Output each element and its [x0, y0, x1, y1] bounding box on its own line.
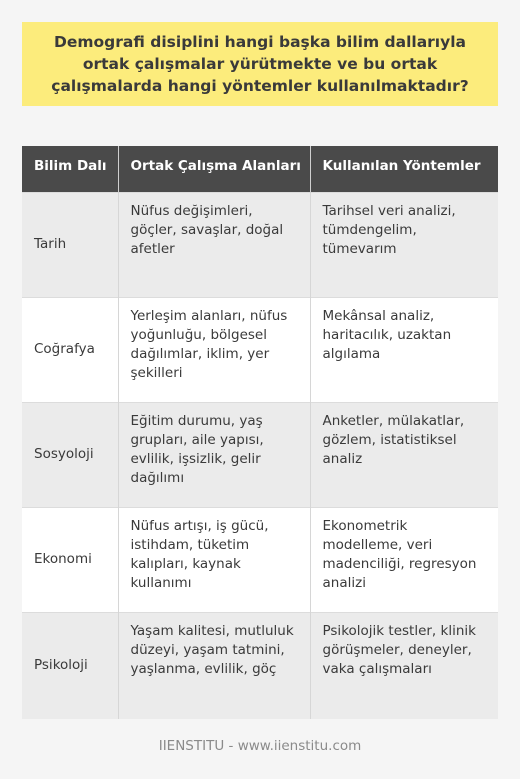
table-header-row	[22, 146, 498, 192]
table-row	[22, 297, 498, 402]
field-name-cell: Psikoloji	[22, 612, 118, 719]
table-row	[22, 507, 498, 612]
footer-credit: IIENSTITU - www.iienstitu.com	[158, 738, 362, 754]
areas-cell: Yaşam kalitesi, mutluluk düzeyi, yaşam tatmini, yaşlanma, evlilik, göç	[118, 612, 310, 719]
question-banner	[22, 22, 498, 106]
question-title: Demografi disiplini hangi başka bilim dallarıyla ortak çalışmalar yürütmekte ve bu ortak çalışmalarda hangi yöntemler kullanılmaktadır?	[51, 33, 469, 95]
field-name-cell: Sosyoloji	[22, 402, 118, 507]
methods-cell: Anketler, mülakatlar, gözlem, istatistiksel analiz	[310, 402, 498, 507]
table-row	[22, 192, 498, 297]
field-name-cell: Tarih	[22, 192, 118, 297]
field-name-cell: Ekonomi	[22, 507, 118, 612]
methods-cell: Mekânsal analiz, haritacılık, uzaktan algılama	[310, 297, 498, 402]
methods-cell: Tarihsel veri analizi, tümdengelim, tümevarım	[310, 192, 498, 297]
areas-cell: Nüfus artışı, iş gücü, istihdam, tüketim kalıpları, kaynak kullanımı	[118, 507, 310, 612]
areas-cell: Eğitim durumu, yaş grupları, aile yapısı, evlilik, işsizlik, gelir dağılımı	[118, 402, 310, 507]
table-row	[22, 612, 498, 719]
areas-cell: Yerleşim alanları, nüfus yoğunluğu, bölgesel dağılımlar, iklim, yer şekilleri	[118, 297, 310, 402]
header-kullanilan-yontemler: Kullanılan Yöntemler	[310, 146, 498, 192]
header-ortak-calisma-alanlari: Ortak Çalışma Alanları	[118, 146, 310, 192]
methods-cell: Ekonometrik modelleme, veri madenciliği, regresyon analizi	[310, 507, 498, 612]
header-bilim-dali: Bilim Dalı	[22, 146, 118, 192]
table-row	[22, 402, 498, 507]
comparison-table	[22, 146, 498, 719]
methods-cell: Psikolojik testler, klinik görüşmeler, deneyler, vaka çalışmaları	[310, 612, 498, 719]
areas-cell: Nüfus değişimleri, göçler, savaşlar, doğal afetler	[118, 192, 310, 297]
field-name-cell: Coğrafya	[22, 297, 118, 402]
